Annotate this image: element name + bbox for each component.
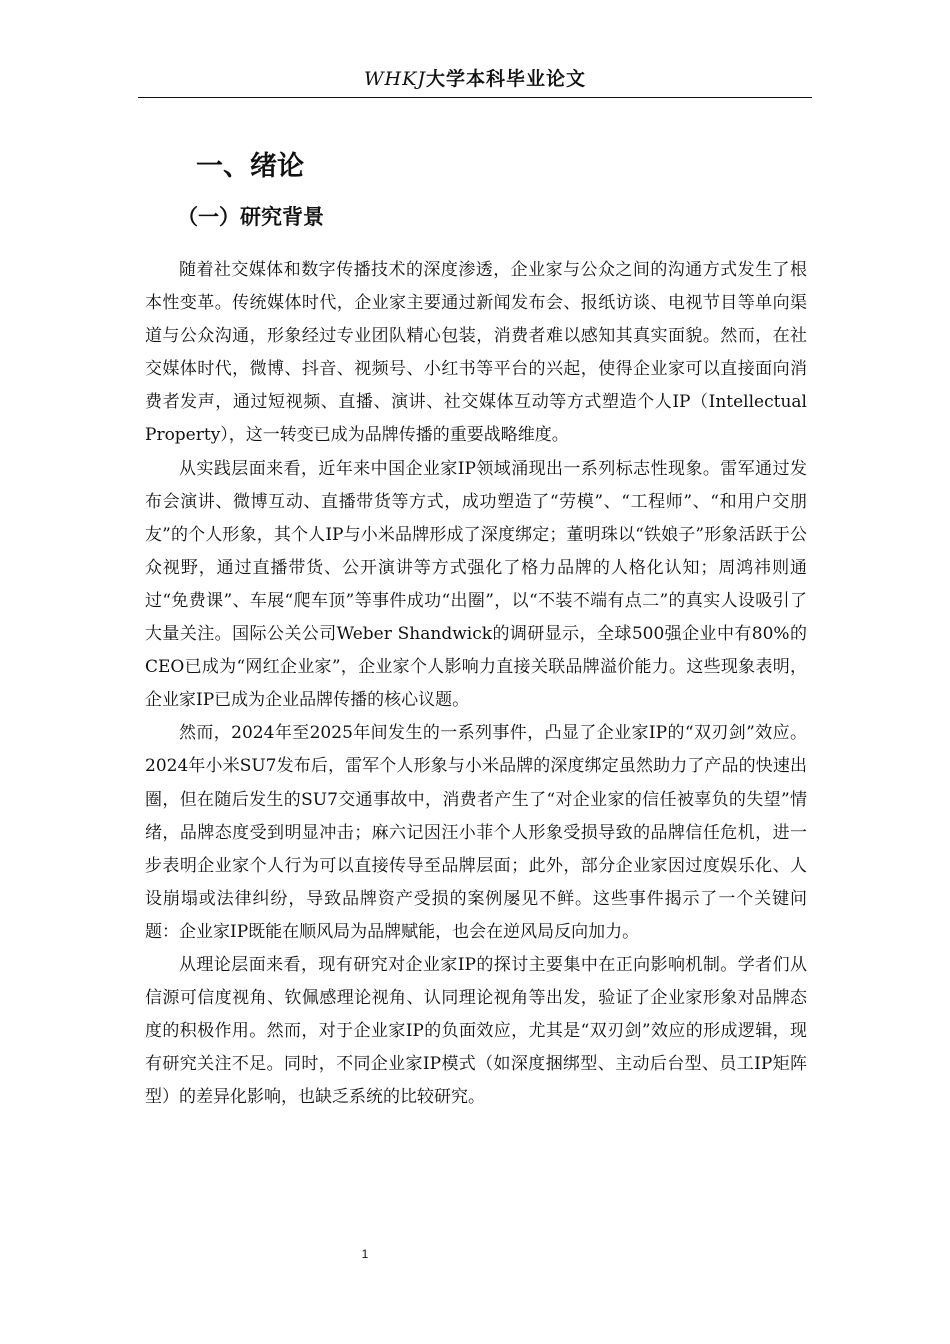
running-header [138, 66, 812, 92]
paragraph-3: 然而，2024年至2025年间发生的一系列事件，凸显了企业家IP的“双刃剑”效应。2024年小米SU7发布后，雷军个人形象与小米品牌的深度绑定虽然助力了产品的快速出圈，但在随后发生的SU7交通事故中，消费者产生了“对企业家的信任被辜负的失望”情绪，品牌态度受到明显冲击；麻六记因汪小菲个人形象受损导致的品牌信任危机，进一步表明企业家个人行为可以直接传导至品牌层面；此外，部分企业家因过度娱乐化、人设崩塌或法律纠纷，导致品牌资产受损的案例屡见不鲜。这些事件揭示了一个关键问题：企业家IP既能在顺风局为品牌赋能，也会在逆风局反向加力。 [145, 723, 807, 942]
paragraph-2: 从实践层面来看，近年来中国企业家IP领域涌现出一系列标志性现象。雷军通过发布会演讲、微博互动、直播带货等方式，成功塑造了“劳模”、“工程师”、“和用户交朋友”的个人形象，其个人IP与小米品牌形成了深度绑定；董明珠以“铁娘子”形象活跃于公众视野，通过直播带货、公开演讲等方式强化了格力品牌的人格化认知；周鸿祎则通过“免费课”、车展“爬车顶”等事件成功“出圈”，以“不装不端有点二”的真实人设吸引了大量关注。国际公关公司Weber Shandwick的调研显示，全球500强企业中有80%的CEO已成为“网红企业家”，企业家个人影响力直接关联品牌溢价能力。这些现象表明，企业家IP已成为企业品牌传播的核心议题。 [145, 458, 807, 711]
chapter-title: 一、绪论 [196, 151, 304, 182]
header-rule [138, 97, 812, 98]
section-title: （一）研究背景 [177, 205, 324, 229]
page-number: 1 [361, 1247, 369, 1261]
header-title-cjk: 大学本科毕业论文 [425, 68, 586, 90]
header-title-latin: WHKJ [364, 68, 426, 90]
paragraph-4: 从理论层面来看，现有研究对企业家IP的探讨主要集中在正向影响机制。学者们从信源可信度视角、钦佩感理论视角、认同理论视角等出发，验证了企业家形象对品牌态度的积极作用。然而，对于企业家IP的负面效应，尤其是“双刃剑”效应的形成逻辑，现有研究关注不足。同时，不同企业家IP模式（如深度捆绑型、主动后台型、员工IP矩阵型）的差异化影响，也缺乏系统的比较研究。 [145, 954, 807, 1108]
body-text [145, 254, 807, 1114]
paragraph-1: 随着社交媒体和数字传播技术的深度渗透，企业家与公众之间的沟通方式发生了根本性变革。传统媒体时代，企业家主要通过新闻发布会、报纸访谈、电视节目等单向渠道与公众沟通，形象经过专业团队精心包装，消费者难以感知其真实面貌。然而，在社交媒体时代，微博、抖音、视频号、小红书等平台的兴起，使得企业家可以直接面向消费者发声，通过短视频、直播、演讲、社交媒体互动等方式塑造个人IP（Intellectual Property），这一转变已成为品牌传播的重要战略维度。 [145, 260, 807, 446]
